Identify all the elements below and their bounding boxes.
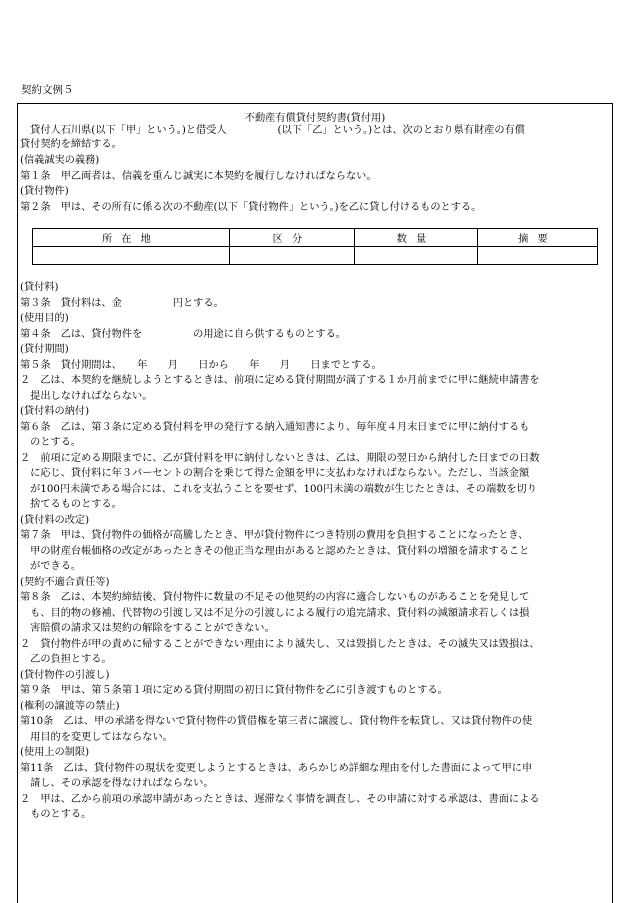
article-line: 甲の財産台帳価格の改定があったときその他正当な理由があると認めたときは、貸付料の増額を請求すること: [20, 545, 530, 557]
article-line: (貸付物件): [20, 186, 69, 197]
table-cell: [230, 247, 355, 265]
article-line: 第９条 甲は、第５条第１項に定める貸付期間の初日に貸付物件を乙に引き渡すものとする。: [20, 685, 448, 696]
table-cell: [478, 247, 598, 265]
article-line: (貸付物件の引渡し): [20, 669, 110, 681]
article-line: (契約不適合責任等): [20, 576, 110, 588]
article-line: 第11条 乙は、貸付物件の現状を変更しようとするときは、あらかじめ詳細な理由を付した書面によって甲に申: [20, 762, 533, 774]
article-line: (貸付料): [20, 282, 59, 293]
article-line: (信義誠実の義務): [20, 155, 100, 166]
table-cell: [33, 247, 230, 265]
property-table: [32, 228, 598, 265]
header-category: 区分: [230, 229, 355, 247]
header-location: 所在地: [33, 229, 230, 247]
contract-frame: [17, 103, 613, 903]
article-line: 用目的を変更してはならない。: [20, 731, 173, 743]
article-line: のとする。: [20, 437, 82, 448]
intro-line: 貸付契約を締結する。: [20, 139, 122, 150]
article-line: (貸付期間): [20, 344, 69, 355]
article-line: (権利の譲渡等の禁止): [20, 700, 120, 712]
header-quantity: 数量: [355, 229, 478, 247]
article-line: も、目的物の修補、代替物の引渡し又は不足分の引渡しによる履行の追完請求、貸付料の減額請求若しくは損: [20, 607, 530, 619]
article-line: に応じ、貸付料に年３パーセントの割合を乗じて得た金額を甲に支払わなければならない。ただし、当該金額: [20, 468, 530, 479]
article-line: ２ 甲は、乙から前項の承認申請があったときは、遅滞なく事情を調査し、その申請に対する承認は、書面による: [20, 793, 540, 805]
article-line: (使用上の制限): [20, 747, 90, 758]
article-line: 害賠償の請求又は契約の解除をすることができない。: [20, 623, 275, 634]
article-line: 第１条 甲乙両者は、信義を重んじ誠実に本契約を履行しなければならない。: [20, 170, 377, 182]
article-line: 提出しなければならない。: [20, 390, 153, 402]
article-line: 第５条 貸付期間は、 年 月 日から 年 月 日までとする。: [20, 359, 382, 371]
article-line: 第７条 甲は、貸付物件の価格が高騰したとき、甲が貸付物件につき特別の費用を負担することになったとき、: [20, 530, 529, 541]
contract-title: 不動産有償貸付契約書(貸付用): [244, 113, 386, 124]
article-line: ２ 乙は、本契約を継続しようとするときは、前項に定める貸付期間が満了する１か月前までに甲に継続申請書を: [20, 375, 540, 386]
article-line: 第８条 乙は、本契約締結後、貸付物件に数量の不足その他契約の内容に適合しないものがあることを発見して: [20, 592, 530, 603]
header-remarks: 摘要: [478, 229, 598, 247]
table-row: [33, 247, 598, 265]
article-line: 第３条 貸付料は、金 円とする。: [20, 297, 224, 309]
table-cell: [355, 247, 478, 265]
article-line: ２ 貸付物件が甲の責めに帰することができない理由により滅失し、又は毀損したときは、その滅失又は毀損は、: [20, 638, 540, 650]
article-line: 第４条 乙は、貸付物件を の用途に自ら供するものとする。: [20, 328, 346, 340]
article-line: ものとする。: [20, 809, 92, 820]
table-header-row: [33, 229, 598, 247]
article-line: ２ 前項に定める期限までに、乙が貸付料を甲に納付しないときは、乙は、期限の翌日から納付した日までの日数: [20, 452, 540, 464]
document-label: 契約文例５: [21, 84, 74, 96]
article-line: 第６条 乙は、第３条に定める貸付料を甲の発行する納入通知書により、毎年度４月末日までに甲に納付するも: [20, 421, 530, 433]
article-line: 第２条 甲は、その所有に係る次の不動産(以下「貸付物件」という。)を乙に貸し付けるものとする。: [20, 201, 482, 213]
article-line: 乙の負担とする。: [20, 654, 112, 665]
article-line: 捨てるものとする。: [20, 499, 122, 510]
article-line: (貸付料の納付): [20, 406, 90, 417]
article-line: 第10条 乙は、甲の承諾を得ないで貸付物件の賃借権を第三者に譲渡し、貸付物件を転貸し、又は貸付物件の使: [20, 716, 533, 727]
article-line: が100円未満である場合には、これを支払うことを要せず、100円未満の端数が生じたときは、その端数を切り: [20, 483, 537, 495]
article-line: (貸付料の改定): [20, 514, 90, 526]
article-line: 請し、その承認を得なければならない。: [20, 778, 214, 789]
article-line: ができる。: [20, 561, 82, 572]
article-line: (使用目的): [20, 313, 69, 324]
intro-line: 貸付人石川県(以下「甲」という。)と借受人 (以下「乙」という。)とは、次のとおり県有財産の有償: [20, 125, 525, 136]
